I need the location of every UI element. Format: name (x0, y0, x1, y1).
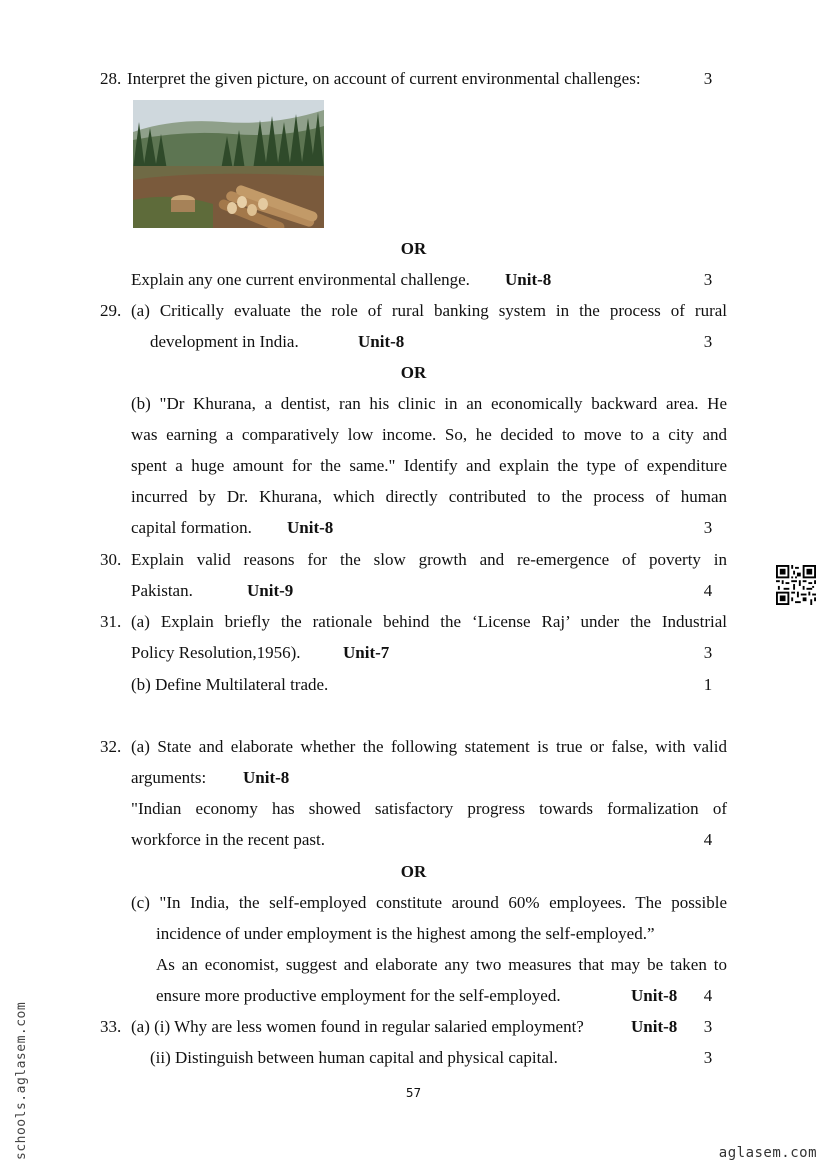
question-31-number: 31. (100, 612, 122, 631)
question-30-unit: Unit-9 (247, 581, 294, 600)
watermark-aglasem[interactable]: aglasem.com (718, 1145, 817, 1161)
question-29a-line-1: (a) Critically evaluate the role of rural banking system in the process of rural (131, 301, 727, 320)
question-29b-marks: 3 (703, 518, 713, 537)
page-number: 57 (405, 1086, 422, 1100)
question-32c-marks: 4 (703, 986, 713, 1005)
question-29b-line-1: (b) "Dr Khurana, a dentist, ran his clinic in an economically backward area. He (131, 394, 727, 413)
question-32a-line-3: "Indian economy has showed satisfactory progress towards formalization of (131, 799, 727, 818)
question-28-number: 28. (100, 69, 122, 88)
question-32-number: 32. (100, 737, 122, 756)
question-31b-text: (b) Define Multilateral trade. (131, 675, 329, 694)
question-30-marks: 4 (703, 581, 713, 600)
deforestation-photo (133, 100, 324, 228)
question-32c-line-2: incidence of under employment is the highest among the self-employed.” (156, 924, 655, 943)
question-29a-marks: 3 (703, 332, 713, 351)
question-31a-unit: Unit-7 (343, 643, 390, 662)
question-33a-i-text: (a) (i) Why are less women found in regular salaried employment? (131, 1017, 584, 1036)
question-30-line-1: Explain valid reasons for the slow growth and re-emergence of poverty in (131, 550, 727, 569)
watermark-schools-aglasem[interactable]: schools.aglasem.com (14, 1001, 29, 1160)
or-separator: OR (400, 363, 427, 382)
question-32a-line-1: (a) State and elaborate whether the following statement is true or false, with valid (131, 737, 727, 756)
question-30-line-2: Pakistan. (131, 581, 193, 600)
question-28-text: Interpret the given picture, on account of current environmental challenges: (127, 69, 641, 88)
question-32c-line-4: ensure more productive employment for the self-employed. (156, 986, 561, 1005)
question-33a-ii-text: (ii) Distinguish between human capital and physical capital. (150, 1048, 558, 1067)
or-separator: OR (400, 862, 427, 881)
qr-code[interactable] (776, 565, 816, 605)
question-32a-marks: 4 (703, 830, 713, 849)
question-32a-unit: Unit-8 (243, 768, 290, 787)
question-31a-line-2: Policy Resolution,1956). (131, 643, 301, 662)
question-29b-line-4: incurred by Dr. Khurana, which directly contributed to the process of human (131, 487, 727, 506)
question-29b-line-2: was earning a comparatively low income. So, he decided to move to a city and (131, 425, 727, 444)
question-32c-unit: Unit-8 (631, 986, 678, 1005)
question-32a-line-4: workforce in the recent past. (131, 830, 325, 849)
question-29-number: 29. (100, 301, 122, 320)
question-32c-line-1: (c) "In India, the self-employed constitute around 60% employees. The possible (131, 893, 727, 912)
question-31a-line-1: (a) Explain briefly the rationale behind the ‘License Raj’ under the Industrial (131, 612, 727, 631)
or-separator: OR (400, 239, 427, 258)
question-33a-ii-marks: 3 (703, 1048, 713, 1067)
question-28-alternative-marks: 3 (703, 270, 713, 289)
deforestation-illustration (133, 100, 324, 228)
question-31a-marks: 3 (703, 643, 713, 662)
question-29b-unit: Unit-8 (287, 518, 334, 537)
question-32a-line-2: arguments: (131, 768, 207, 787)
question-30-number: 30. (100, 550, 122, 569)
question-33a-i-marks: 3 (703, 1017, 713, 1036)
question-33a-i-unit: Unit-8 (631, 1017, 678, 1036)
question-32c-line-3: As an economist, suggest and elaborate any two measures that may be taken to (156, 955, 727, 974)
question-31b-marks: 1 (703, 675, 713, 694)
question-29a-unit: Unit-8 (358, 332, 405, 351)
question-29b-line-3: spent a huge amount for the same." Identify and explain the type of expenditure (131, 456, 727, 475)
question-29b-line-5: capital formation. (131, 518, 252, 537)
question-33-number: 33. (100, 1017, 122, 1036)
question-28-alternative-unit: Unit-8 (505, 270, 552, 289)
question-29a-line-2: development in India. (150, 332, 299, 351)
question-28-alternative-text: Explain any one current environmental challenge. (131, 270, 470, 289)
question-28-marks: 3 (703, 69, 713, 88)
